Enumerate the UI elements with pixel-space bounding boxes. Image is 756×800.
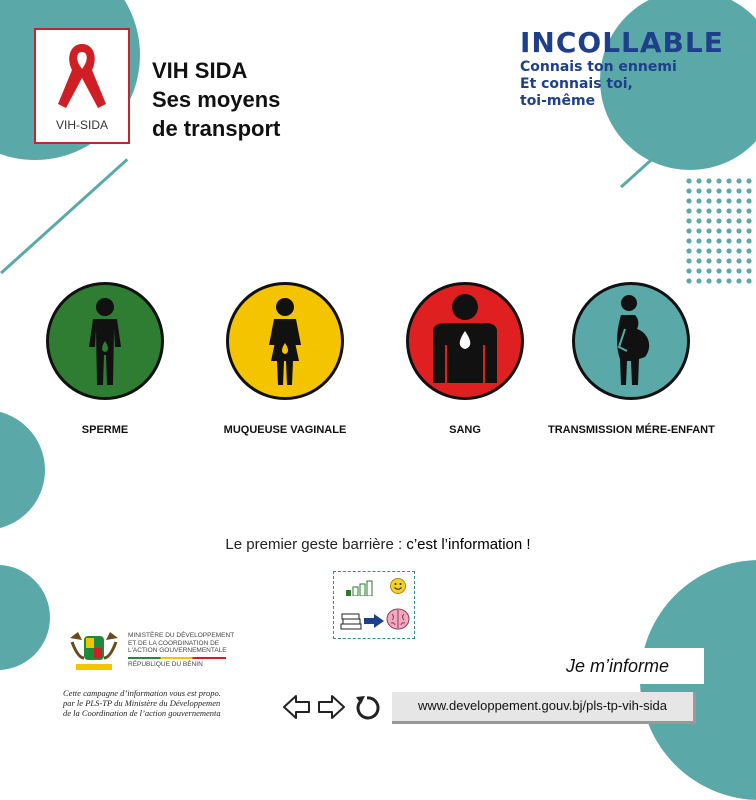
ministry-line-3: L'ACTION GOUVERNEMENTALE [128, 647, 227, 654]
man-icon [49, 285, 161, 397]
brand-line-3: toi-même [520, 93, 596, 109]
campaign-note [63, 688, 221, 718]
decor-stripe-left [0, 158, 128, 274]
mode-label: SANG [449, 424, 481, 436]
campaign-line-3: de la Coordination de l’action gouvernementa [63, 708, 221, 718]
ministry-line-2: ET DE LA COORDINATION DE [128, 639, 220, 647]
info-card[interactable] [333, 571, 415, 639]
brand-line-2: Et connais toi, [520, 76, 633, 92]
flag-stripe [128, 657, 226, 659]
mode-circle [46, 282, 164, 400]
mode-muqueuse-vaginale [200, 282, 370, 436]
pregnant-woman-icon [575, 285, 687, 397]
slogan [0, 536, 756, 553]
brand-name: INCOLLABLE [520, 26, 724, 59]
decor-dot-grid [684, 176, 756, 286]
website-link[interactable]: www.developpement.gouv.bj/pls-tp-vih-sida [392, 692, 696, 724]
blood-drop-person-icon [409, 285, 521, 397]
mode-circle [572, 282, 690, 400]
arrow-right-icon [364, 614, 384, 628]
brain-icon [386, 608, 410, 630]
slogan-highlight: c’est l’information ! [406, 536, 531, 553]
campaign-line-1: Cette campagne d’information vous est propo. [63, 688, 221, 698]
ministry-line-4: RÉPUBLIQUE DU BÉNIN [128, 660, 203, 668]
refresh-icon[interactable] [352, 692, 382, 722]
slogan-prefix: Le premier geste barrière : [225, 536, 407, 553]
logo-label: VIH-SIDA [55, 118, 108, 132]
title-line-2: Ses moyens [152, 87, 281, 112]
vih-sida-logo [34, 28, 130, 144]
books-icon [340, 612, 362, 630]
cta-text: Je m’informe [566, 656, 670, 676]
mode-label: TRANSMISSION MÉRE-ENFANT [548, 424, 715, 436]
brand-line-1: Connais ton ennemi [520, 59, 677, 75]
title-line-1: VIH SIDA [152, 58, 248, 83]
mode-label: MUQUEUSE VAGINALE [223, 424, 347, 436]
ministry-name [128, 632, 234, 668]
mode-sperme [30, 282, 180, 436]
decor-circle-bottom-left [0, 565, 50, 670]
mode-transmission-mere-enfant [548, 282, 714, 436]
page-title [152, 56, 280, 143]
woman-icon [229, 285, 341, 397]
signal-bars-icon [346, 580, 382, 596]
campaign-line-2: par le PLS-TP du Ministère du Développemen [63, 698, 221, 708]
brand-block [520, 26, 724, 110]
red-ribbon-icon [36, 38, 128, 118]
arrow-right-icon[interactable] [316, 692, 346, 722]
mode-circle [406, 282, 524, 400]
smiley-icon [390, 578, 406, 594]
mode-label: SPERME [81, 424, 129, 436]
coat-of-arms-logo [64, 628, 124, 676]
arrow-left-icon[interactable] [282, 692, 312, 722]
mode-sang [390, 282, 540, 436]
ministry-line-1: MINISTÈRE DU DÉVELOPPEMENT [128, 632, 235, 639]
mode-circle [226, 282, 344, 400]
title-line-3: de transport [152, 116, 281, 141]
